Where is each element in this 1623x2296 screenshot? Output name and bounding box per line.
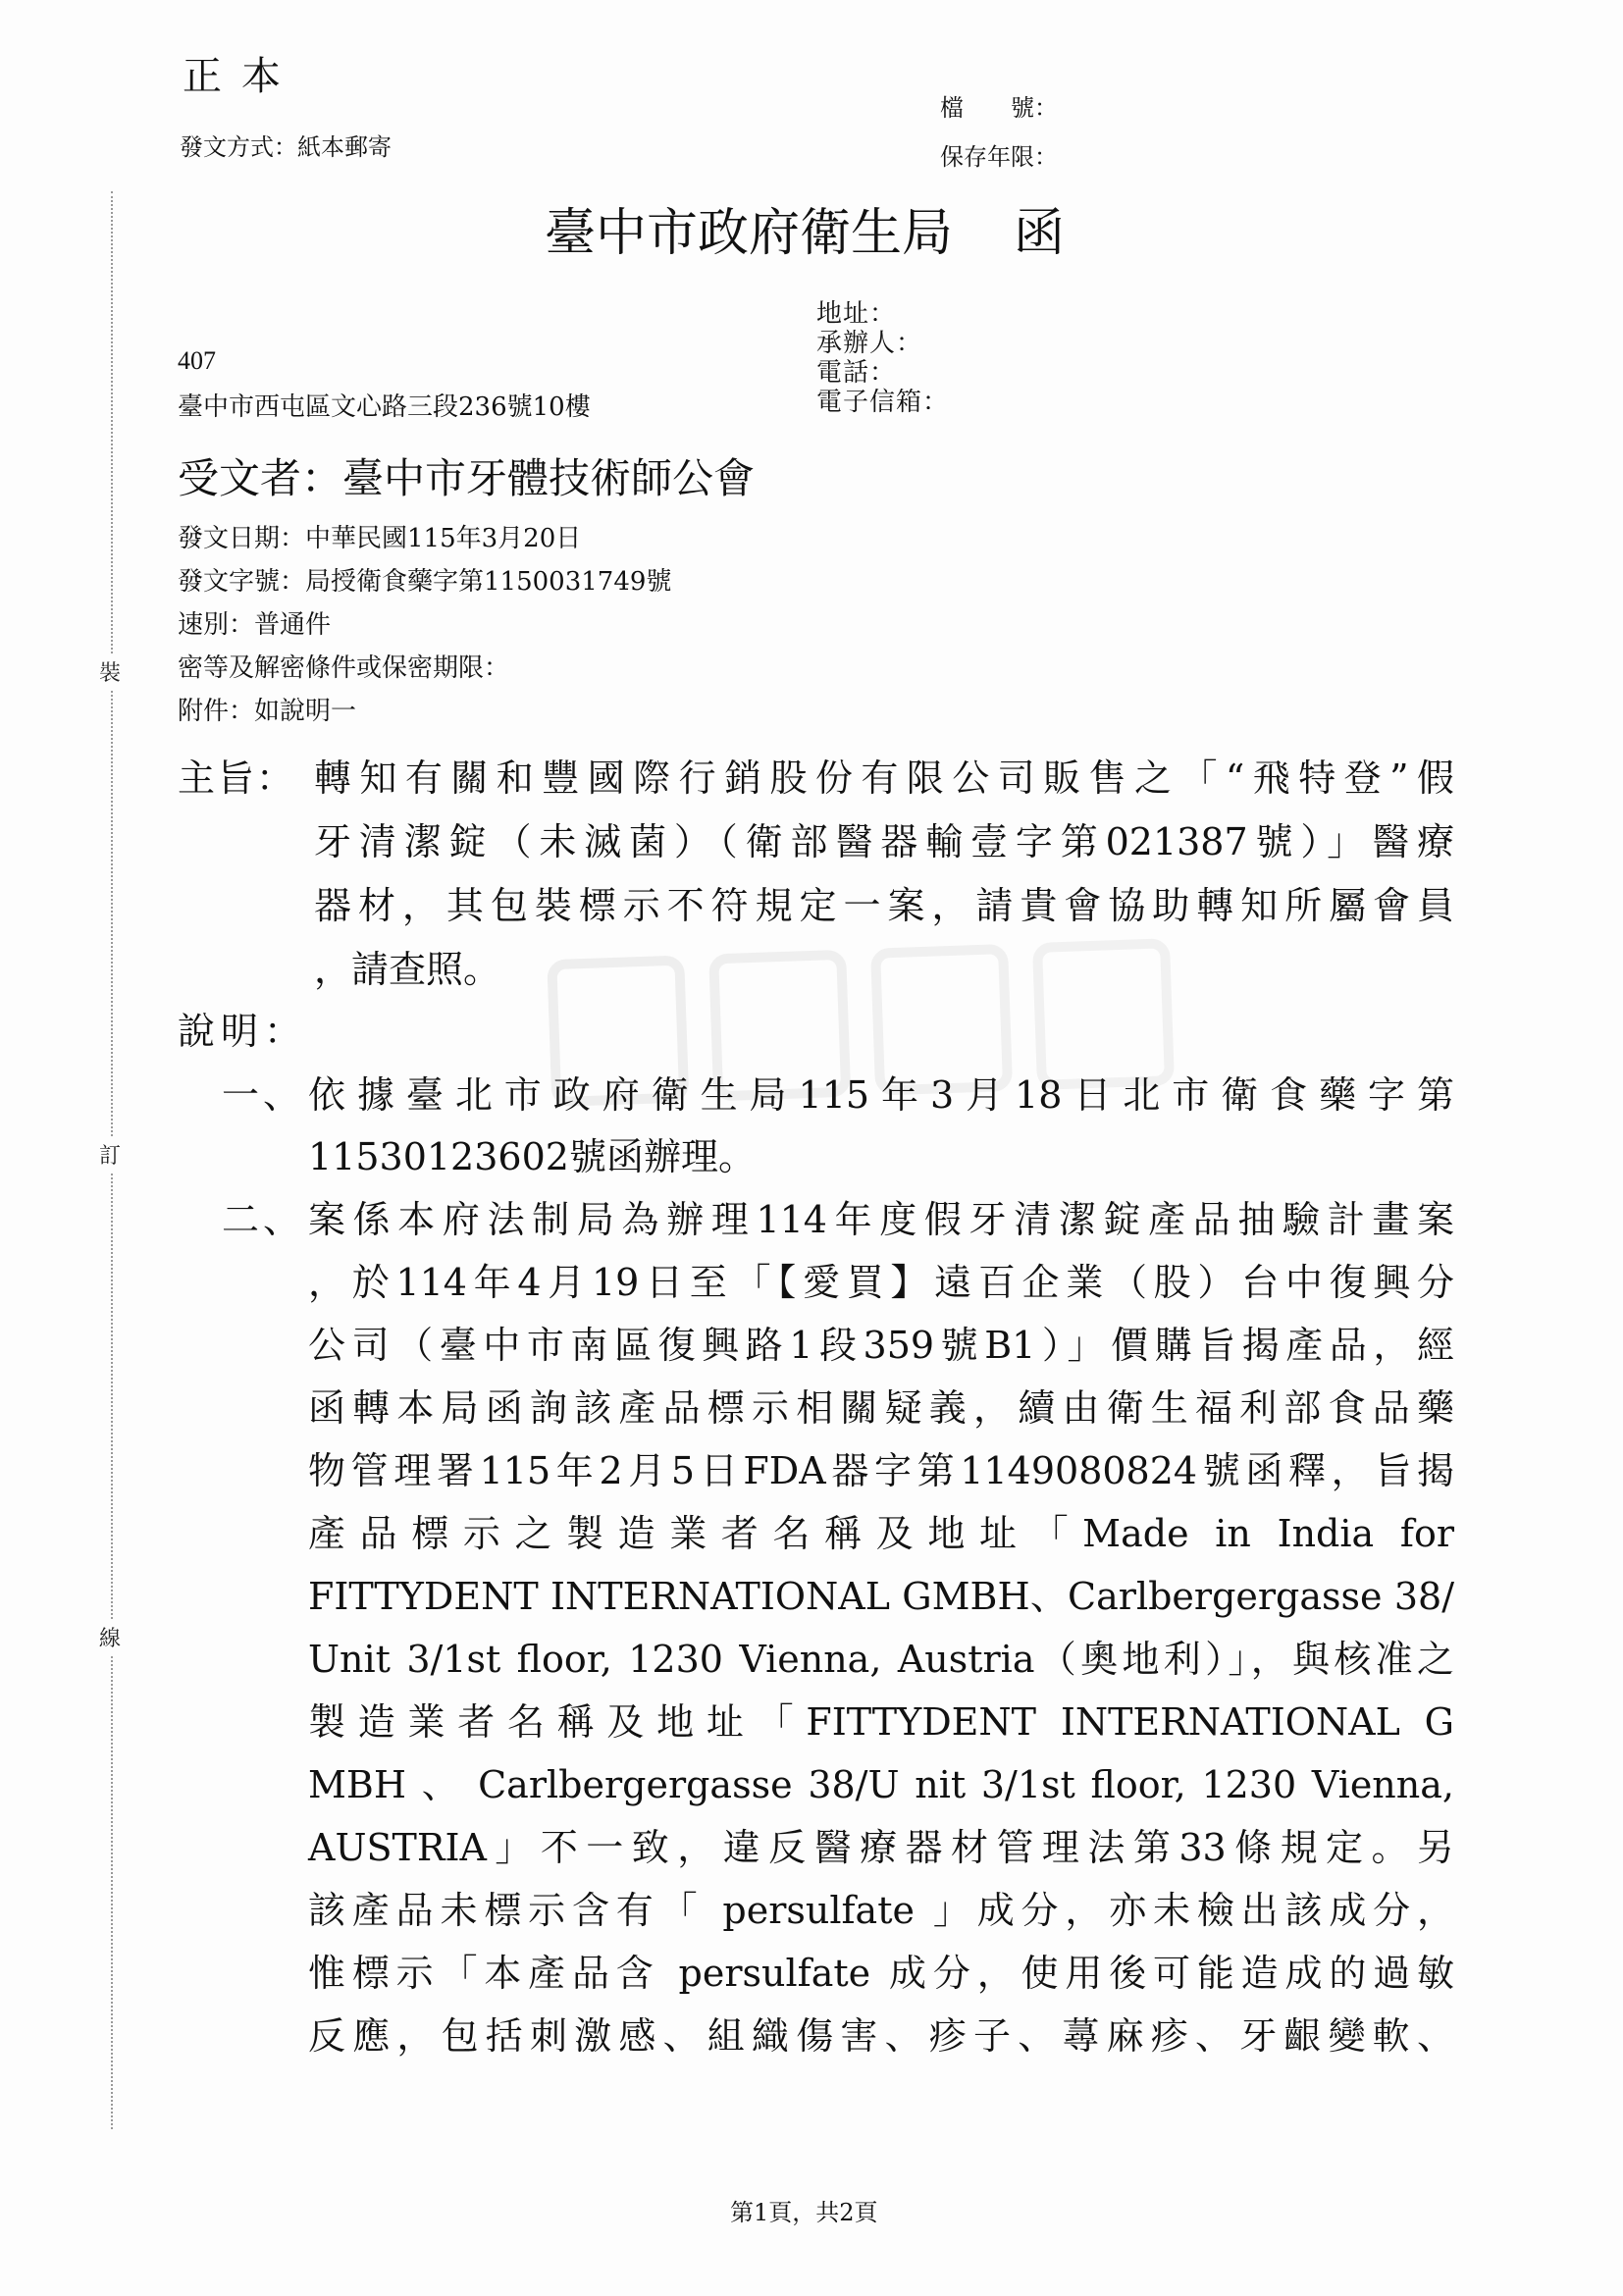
item-line: 物管理署115年2月5日FDA器字第1149080824號函釋，旨揭 — [308, 1449, 1454, 1492]
document-type: 函 — [1014, 204, 1066, 263]
item-line: 製造業者名稱及地址「FITTYDENT INTERNATIONAL G — [308, 1700, 1454, 1744]
page-number: 第1頁，共2頁 — [730, 2199, 878, 2226]
attachment-info: 附件：如說明一 — [178, 697, 357, 726]
explanation-label: 說明： — [178, 1010, 308, 1053]
binding-mark-bind: 裝 — [99, 653, 121, 690]
confidentiality-level: 密等及解密條件或保密期限： — [178, 653, 510, 683]
item-line: 產品標示之製造業者名稱及地址「Made in India for — [308, 1512, 1454, 1555]
email-label: 電子信箱： — [816, 388, 950, 417]
item-line: 公司（臺中市南區復興路1段359號B1）」價購旨揭產品，經 — [308, 1324, 1454, 1367]
item-line: 該產品未標示含有「 persulfate 」成分，亦未檢出該成分， — [308, 1889, 1454, 1932]
file-number-label: 檔 號： — [940, 94, 1058, 122]
item-line: Unit 3/1st floor, 1230 Vienna, Austria（奧地利）」，與核准之 — [308, 1638, 1454, 1681]
item-line: ，於114年4月19日至「【愛買】遠百企業（股）台中復興分 — [308, 1261, 1454, 1304]
recipient-address: 臺中市西屯區文心路三段236號10樓 — [178, 392, 591, 422]
item-line: 11530123602號函辦理。 — [308, 1135, 756, 1178]
document-number: 發文字號：局授衛食藥字第1150031749號 — [178, 567, 672, 597]
speed-category: 速別：普通件 — [178, 610, 332, 640]
original-copy-mark: 正本 — [183, 54, 300, 99]
item-line: AUSTRIA」不一致，違反醫療器材管理法第33條規定。另 — [308, 1826, 1454, 1869]
binding-mark-staple: 訂 — [99, 1136, 121, 1173]
item-number: 二、 — [222, 1198, 305, 1241]
retention-period-label: 保存年限： — [940, 143, 1058, 171]
document-title — [545, 191, 1065, 265]
item-line: 函轉本局函詢該產品標示相關疑義，續由衛生福利部食品藥 — [308, 1386, 1454, 1430]
subject-label: 主旨： — [178, 757, 296, 800]
issue-date: 發文日期：中華民國115年3月20日 — [178, 524, 582, 553]
handler-label: 承辦人： — [816, 329, 923, 358]
item-number: 一、 — [222, 1073, 305, 1117]
sender-address-label: 地址： — [816, 299, 897, 329]
binding-mark-line: 線 — [99, 1619, 121, 1655]
item-line: 依據臺北市政府衛生局115年3月18日北市衛食藥字第 — [308, 1073, 1454, 1117]
phone-label: 電話： — [816, 358, 897, 388]
subject-line: 轉知有關和豐國際行銷股份有限公司販售之「“飛特登”假 — [314, 757, 1454, 800]
subject-line: 器材，其包裝標示不符規定一案，請貴會協助轉知所屬會員 — [314, 884, 1454, 927]
subject-line: ，請查照。 — [314, 948, 501, 991]
recipient: 受文者：臺中市牙體技術師公會 — [178, 454, 756, 502]
agency-name: 臺中市政府衛生局 — [545, 204, 954, 263]
item-line: FITTYDENT INTERNATIONAL GMBH、Carlbergergasse 38/ — [308, 1575, 1454, 1618]
item-line: 惟標示「本產品含 persulfate 成分，使用後可能造成的過敏 — [308, 1952, 1454, 1995]
item-line: MBH 、 Carlbergergasse 38/U nit 3/1st floor, 1230 Vienna, — [308, 1763, 1454, 1806]
item-line: 案係本府法制局為辦理114年度假牙清潔錠產品抽驗計畫案 — [308, 1198, 1454, 1241]
item-line: 反應，包括刺激感、組織傷害、疹子、蕁麻疹、牙齦變軟、 — [308, 2014, 1454, 2058]
send-method: 發文方式：紙本郵寄 — [180, 133, 392, 161]
subject-line: 牙清潔錠（未滅菌）（衛部醫器輸壹字第021387號）」醫療 — [314, 820, 1454, 863]
postal-code: 407 — [178, 346, 216, 375]
